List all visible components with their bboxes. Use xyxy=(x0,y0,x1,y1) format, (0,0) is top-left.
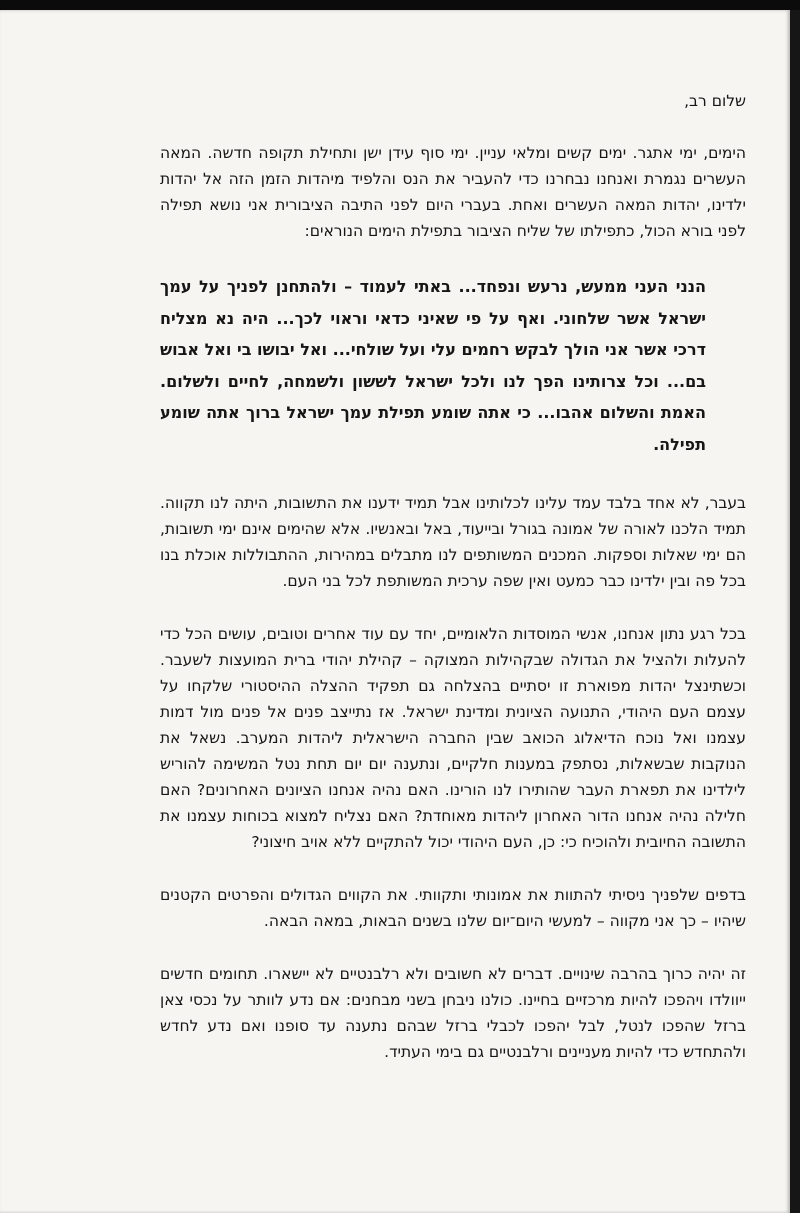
letter-greeting: שלום רב, xyxy=(684,92,746,110)
body-paragraph-1: בעבר, לא אחד בלבד עמד עלינו לכלותינו אבל תמיד ידענו את התשובות, היתה לנו תקווה. תמיד הלכנו לאורה של אמונה בגורל ובייעוד, באל ובאנשיו. אלא שהימים אינם ימי תשובות, הם ימי שאלות וספקות. המכנים המשותפים לנו מתבלים במהירות, ההתבוללות אוכלת בנו בכל פה ובין ילדינו כבר כמעט ואין שפה ערכית המשותפת לכל בני העם. xyxy=(160,494,746,590)
body-paragraph-2: בכל רגע נתון אנחנו, אנשי המוסדות הלאומיים, יחד עם עוד אחרים וטובים, עושים הכל כדי להעלות ולהציל את הגדולה שבקהילות המצוקה – קהילת יהודי ברית המועצות לשעבר. וכשתינצל יהדות מפוארת זו יסתיים בהצלחה גם תפקיד ההצלה ההיסטורי שלקחו על עצמם העם היהודי, התנועה הציונית ומדינת ישראל. אז נתייצב פנים אל פנים מול דמות עצמנו ואל נוכח הדיאלוג הכואב שבין החברה הישראלית ליהדות המערב. נשאל את הנוקבות שבשאלות, נסתפק במענות חלקיים, ונתענה יום יום תחת נטל המשימה להוריש לילדינו את תפארת העבר שהותירו לנו הורינו. האם נהיה אנחנו הציונים האחרונים? האם חלילה נהיה אנחנו הדור האחרון ליהדות מאוחדת? האם נצליח למצוא בכוחות עצמנו את התשובה החיובית ולהוכיח כי: כן, העם היהודי יכול להתקיים ללא אויב חיצוני? xyxy=(160,625,746,851)
prayer-quote-text: הנני העני ממעש, נרעש ונפחד... באתי לעמוד – ולהתחנן לפניך על עמך ישראל אשר שלחוני. ואף על פי שאיני כדאי וראוי לכך... היה נא מצליח דרכי אשר אני הולך לבקש רחמים עלי ועל שולחי... ואל יבושו בי ואל אבוש בם... וכל צרותינו הפך לנו ולכל ישראל לששון ולשמחה, לחיים ולשלום. האמת והשלום אהבו... כי אתה שומע תפילת עמך ישראל ברוך אתה שומע תפילה. xyxy=(160,277,706,454)
letter-text xyxy=(160,88,746,1092)
opening-paragraph: הימים, ימי אתגר. ימים קשים ומלאי עניין. ימי סוף עידן ישן ותחילת תקופה חדשה. המאה העשרים נגמרת ואנחנו נבחרנו כדי להעביר את הנס והלפיד מיהדות הזמן הזה אל יהדות ילדינו, יהדות המאה העשרים ואחת. בעברי היום לפני התיבה הציבורית אני נושא תפילה לפני בורא הכול, כתפילתו של שליח הציבור בתפילת הימים הנוראים: xyxy=(160,144,746,240)
body-paragraph-3: בדפים שלפניך ניסיתי להתוות את אמונותי ותקוותי. את הקווים הגדולים והפרטים הקטנים שיהיו – כך אני מקווה – למעשי היום־יום שלנו בשנים הבאות, במאה הבאה. xyxy=(160,886,746,930)
prayer-quote xyxy=(160,271,706,460)
body-paragraph-4: זה יהיה כרוך בהרבה שינויים. דברים לא חשובים ולא רלבנטיים לא יישארו. תחומים חדשים ייוולדו ויהפכו להיות מרכזיים בחיינו. כולנו ניבחן בשני מבחנים: אם נדע לוותר על נכסי צאן ברזל שהפכו לנטל, לבל יהפכו לכבלי ברזל שבהם נתענה עד סופנו ואם נדע לחדש ולהתחדש כדי להיות מעניינים ורלבנטיים גם בימי העתיד. xyxy=(160,965,746,1061)
scan-top-edge xyxy=(0,0,800,10)
letter-page xyxy=(0,10,790,1213)
